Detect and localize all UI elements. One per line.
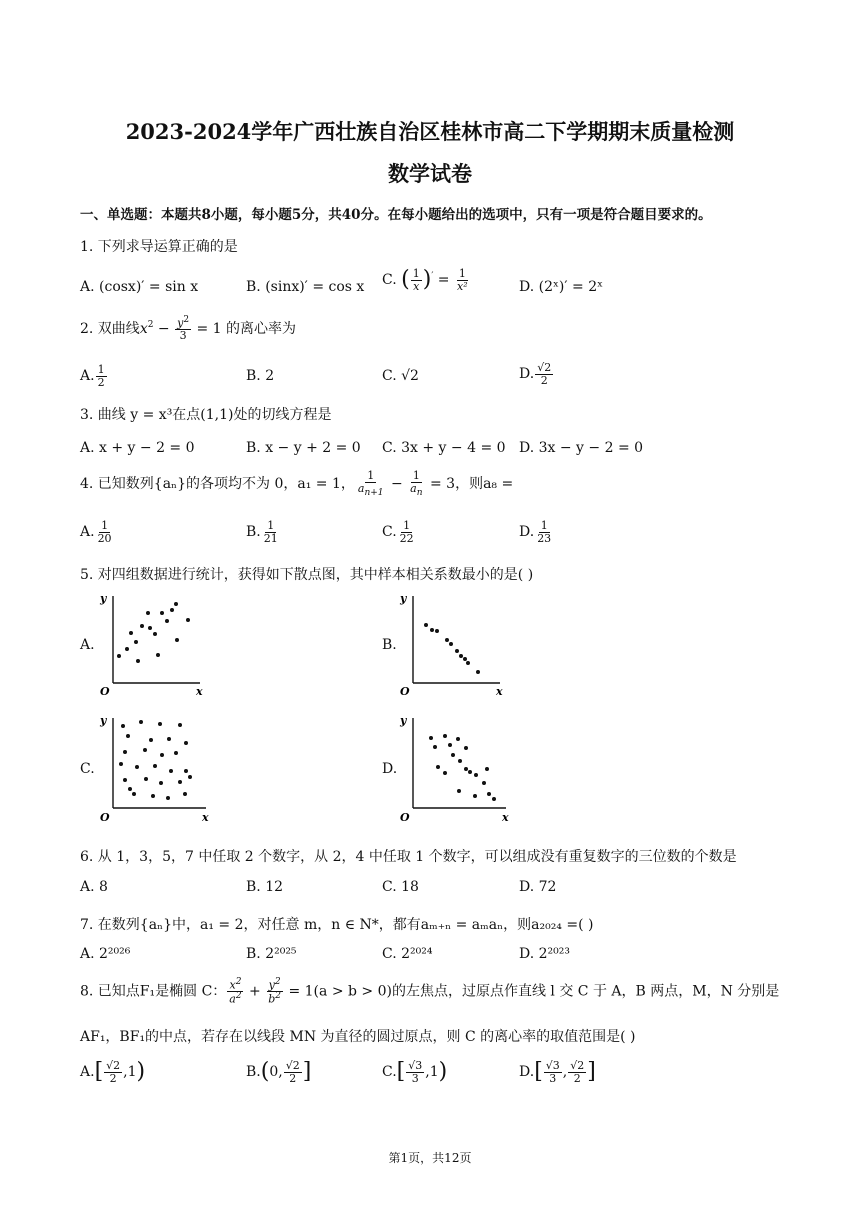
q3-option-a: A. x + y − 2 = 0: [80, 440, 195, 456]
q7-option-a: A. 2²⁰²⁶: [80, 946, 131, 962]
q7-option-d: D. 2²⁰²³: [519, 946, 570, 962]
scatter-plot-c: [98, 710, 216, 824]
svg-text:O: O: [400, 685, 410, 698]
paper-title: 2023-2024学年广西壮族自治区桂林市高二下学期期末质量检测: [125, 119, 735, 144]
question-8-line1: 8. 已知点F₁是椭圆 C： $\frac{x^2}{a^2}$ + $\frac{y^2}{b^2}$ = 1(a > b > 0)的左焦点，过原点作直线 l 交 C 于 A，B 两点，M，N 分别是: [80, 977, 780, 1006]
q5-option-d: D.: [382, 761, 398, 777]
q3-option-c: C. 3x + y − 4 = 0: [382, 440, 506, 456]
question-7-stem: 7. 在数列{aₙ}中，a₁ = 2，对任意 m，n ∈ N*，都有aₘ₊ₙ = aₘaₙ，则a₂₀₂₄ =( ): [80, 917, 594, 933]
question-5-stem: 5. 对四组数据进行统计，获得如下散点图，其中样本相关系数最小的是( ): [80, 567, 534, 583]
q1-option-c: C. ( $\frac{1}{x}$ )′ = $\frac{1}{\text{x²}}$: [382, 267, 468, 293]
question-8-line2: AF₁，BF₁的中点，若存在以线段 MN 为直径的圆过原点，则 C 的离心率的取值范围是( ): [80, 1029, 636, 1045]
svg-text:x: x: [202, 811, 209, 824]
q1-option-b: B. (sinx)′ = cos x: [246, 279, 365, 295]
svg-text:x: x: [502, 811, 509, 824]
q5-option-a: A.: [80, 637, 95, 653]
y-axis-label: y: [100, 592, 107, 605]
scatter-plot-b: [398, 588, 510, 698]
q6-option-a: A. 8: [80, 879, 108, 895]
page-footer: 第1页，共12页: [388, 1151, 472, 1165]
q1-option-a: A. (cosx)′ = sin x: [80, 279, 199, 295]
q7-option-b: B. 2²⁰²⁵: [246, 946, 297, 962]
q2-option-b: B. 2: [246, 368, 275, 384]
q5-option-b: B.: [382, 637, 397, 653]
question-1-stem: 1. 下列求导运算正确的是: [80, 239, 238, 255]
q2-option-a: A. $\frac{1}{2}$: [80, 363, 105, 389]
q8-option-b: B.(0, $\frac{√2}{2}$ ]: [246, 1059, 312, 1085]
q2-option-c: C. √2: [382, 368, 419, 384]
question-6-stem: 6. 从 1，3，5，7 中任取 2 个数字，从 2，4 中任取 1 个数字，可以组成没有重复数字的三位数的个数是: [80, 849, 737, 865]
q6-option-c: C. 18: [382, 879, 419, 895]
q8-option-d: D.[ $\frac{√3}{3}$ , $\frac{√2}{2}$ ]: [519, 1059, 596, 1085]
section-heading: 一、单选题：本题共8小题，每小题5分，共40分。在每小题给出的选项中，只有一项是符合题目要求的。: [80, 207, 712, 223]
svg-text:x: x: [496, 685, 503, 698]
origin-label: O: [100, 685, 110, 698]
q6-option-d: D. 72: [519, 879, 557, 895]
scatter-plot-d: [398, 710, 516, 824]
question-2-stem: 2. 双曲线$x^2$ − $\frac{y^2}{3}$ = 1 的离心率为: [80, 315, 297, 343]
q7-option-c: C. 2²⁰²⁴: [382, 946, 433, 962]
q2-option-d: D. $\frac{√2}{2}$: [519, 361, 552, 387]
q4-option-b: B. $\frac{1}{21}$: [246, 519, 278, 545]
scatter-plot-a: [98, 588, 210, 698]
q5-option-c: C.: [80, 761, 95, 777]
svg-text:O: O: [400, 811, 410, 824]
q8-option-a: A.[ $\frac{√2}{2}$ ,1): [80, 1059, 146, 1085]
q4-option-a: A. $\frac{1}{20}$: [80, 519, 112, 545]
q6-option-b: B. 12: [246, 879, 284, 895]
x-axis-label: x: [196, 685, 203, 698]
question-4-stem: 4. 已知数列{aₙ}的各项均不为 0，a₁ = 1， $\frac{1}{a_{n+1}}$ − $\frac{1}{a_n}$ = 3，则a₈ =: [80, 469, 514, 498]
svg-text:y: y: [400, 592, 407, 605]
svg-text:O: O: [100, 811, 110, 824]
paper-subtitle: 数学试卷: [388, 161, 472, 186]
q3-option-d: D. 3x − y − 2 = 0: [519, 440, 644, 456]
svg-text:y: y: [100, 714, 107, 727]
q3-option-b: B. x − y + 2 = 0: [246, 440, 361, 456]
q1-option-d: D. (2ˣ)′ = 2ˣ: [519, 279, 604, 295]
q4-option-c: C. $\frac{1}{22}$: [382, 519, 414, 545]
question-3-stem: 3. 曲线 y = x³在点(1,1)处的切线方程是: [80, 407, 332, 423]
svg-text:y: y: [400, 714, 407, 727]
q4-option-d: D. $\frac{1}{23}$: [519, 519, 552, 545]
q8-option-c: C.[ $\frac{√3}{3}$ ,1): [382, 1059, 448, 1085]
